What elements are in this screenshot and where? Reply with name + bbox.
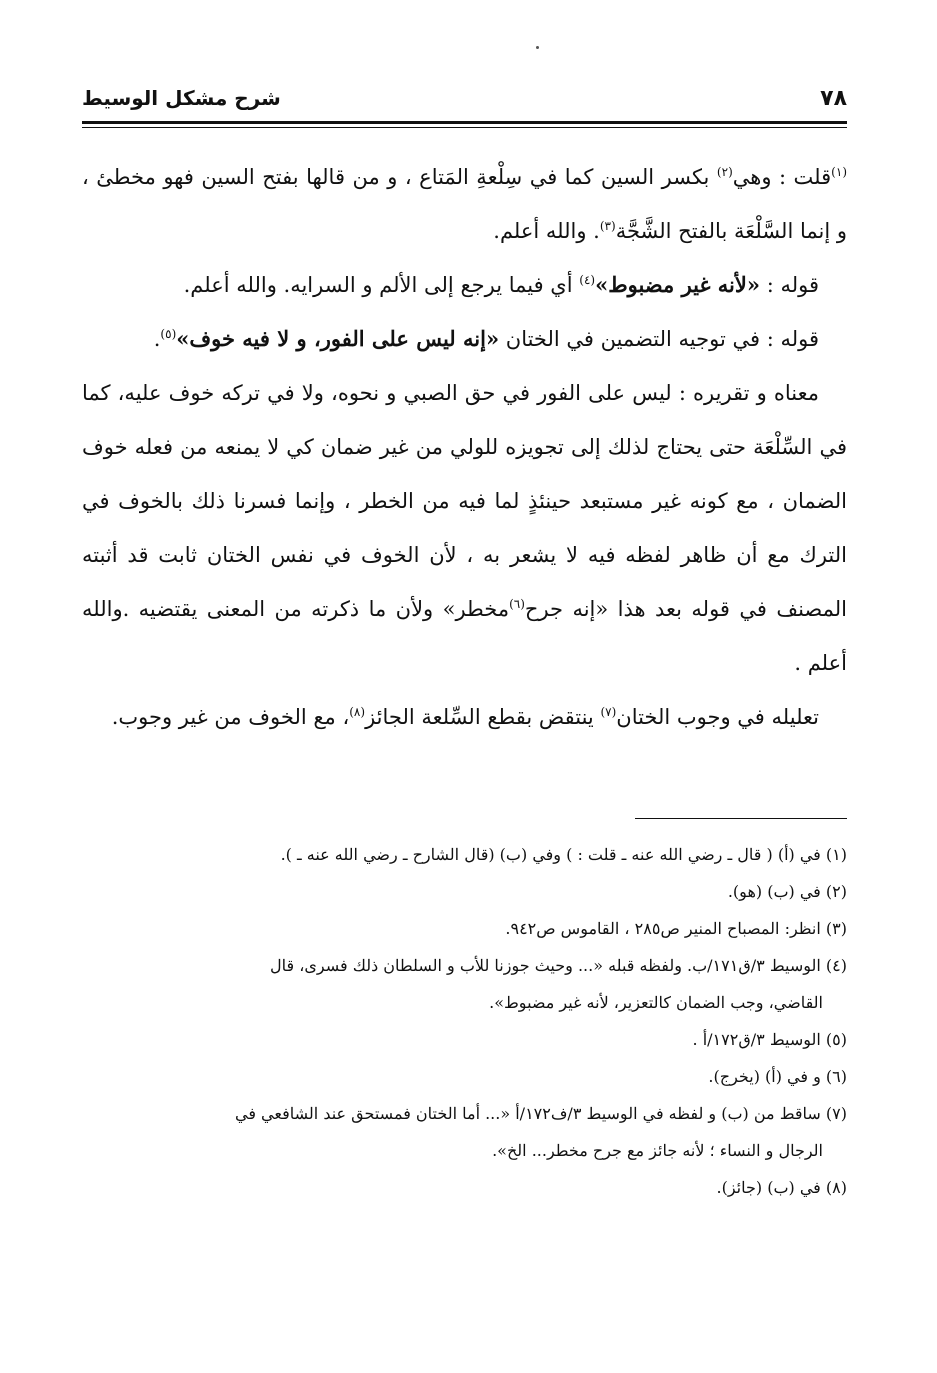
footnote-6: (٦) و في (أ) (يخرج). <box>708 1067 847 1086</box>
footnote-5: (٥) الوسيط ٣/ق١٧٢/أ . <box>692 1030 847 1049</box>
page-number: ٧٨ <box>820 86 847 111</box>
paragraph-1: $^{(١)}$قلت : وهي$^{(٢)}$ بكسر السين كما في سِلْعةِ المَتاع ، و من قالها بفتح السين فهو مخطئ ، و إنما السَّلْعَة بالفتح الشَّجَّة$^{(٣)}$. والله أعلم. <box>82 165 847 243</box>
running-title: شرح مشكل الوسيط <box>82 86 281 110</box>
scan-speck <box>536 46 539 49</box>
footnote-ref-5: (٥) <box>160 327 177 341</box>
footnote-ref-1: (١) <box>831 165 847 179</box>
footnote-ref-4: (٤) <box>579 273 596 287</box>
footnote-2: (٢) في (ب) (هو). <box>727 882 847 901</box>
main-text <box>82 150 847 744</box>
footnote-4-continuation: القاضي، وجب الضمان كالتعزير، لأنه غير مضبوط». <box>489 993 823 1012</box>
quoted-phrase: «لأنه غير مضبوط» <box>595 272 761 297</box>
footnote-ref-3: (٣) <box>599 219 616 233</box>
footnote-ref-6: (٦) <box>509 597 525 611</box>
paragraph-4: معناه و تقريره : ليس على الفور في حق الصبي و نحوه، ولا في تركه خوف عليه، كما في السِّلْعَة حتى يحتاج لذلك إلى تجويزه للولي من غير ضمان كي لا يمنعه من فعله خوف الضمان ، مع كونه غير مستبعد حينئذٍ لما فيه من الخطر ، وإنما فسرنا ذلك بالخوف في الترك مع أن ظاهر لفظه فيه لا يشعر به ، لأن الخوف في نفس الختان ثابت قد أثبته المصنف في قوله بعد هذا «إنه جرح$^{(٦)}$مخطر» ولأن ما ذكرته من المعنى يقتضيه .والله أعلم . <box>82 381 848 675</box>
paragraph-5: تعليله في وجوب الختان$^{(٧)}$ ينتقض بقطع السِّلعة الجائز$^{(٨)}$، مع الخوف من غير وجوب. <box>111 705 819 729</box>
footnote-separator <box>635 818 847 819</box>
quoted-phrase: «إنه ليس على الفور، و لا فيه خوف» <box>176 326 500 351</box>
paragraph-3: قوله : في توجيه التضمين في الختان «إنه ليس على الفور، و لا فيه خوف»$^{(٥)}$. <box>153 326 819 351</box>
footnote-7-continuation: الرجال و النساء ؛ لأنه جائز مع جرح مخطر... الخ». <box>492 1141 823 1160</box>
footnote-ref-7: (٧) <box>600 705 617 719</box>
page-header <box>82 86 847 120</box>
footnote-ref-2: (٢) <box>716 165 733 179</box>
footnote-8: (٨) في (ب) (جائز). <box>716 1178 847 1197</box>
footnote-ref-8: (٨) <box>349 705 366 719</box>
header-rule-thick <box>82 121 847 124</box>
footnote-4: (٤) الوسيط ٣/ق١٧١/ب. ولفظه قبله «... وحيث جوزنا للأب و السلطان ذلك فسرى، قال القاضي، وجب الضمان كالتعزير، لأنه غير مضبوط». <box>82 947 847 1021</box>
footnote-3: (٣) انظر: المصباح المنير ص٢٨٥ ، القاموس ص٩٤٢. <box>505 919 847 938</box>
paragraph-2: قوله : «لأنه غير مضبوط»$^{(٤)}$ أي فيما يرجع إلى الألم و السرايه. والله أعلم. <box>183 272 819 297</box>
footnotes <box>82 836 847 1206</box>
footnote-7: (٧) ساقط من (ب) و لفظه في الوسيط ٣/ف١٧٢/أ «... أما الختان فمستحق عند الشافعي في الرجال و النساء ؛ لأنه جائز مع جرح مخطر... الخ». <box>82 1095 847 1169</box>
header-rule-thin <box>82 127 847 128</box>
footnote-1: (١) في (أ) ( قال ـ رضي الله عنه ـ قلت : ) وفي (ب) (قال الشارح ـ رضي الله عنه ـ ). <box>280 845 847 864</box>
